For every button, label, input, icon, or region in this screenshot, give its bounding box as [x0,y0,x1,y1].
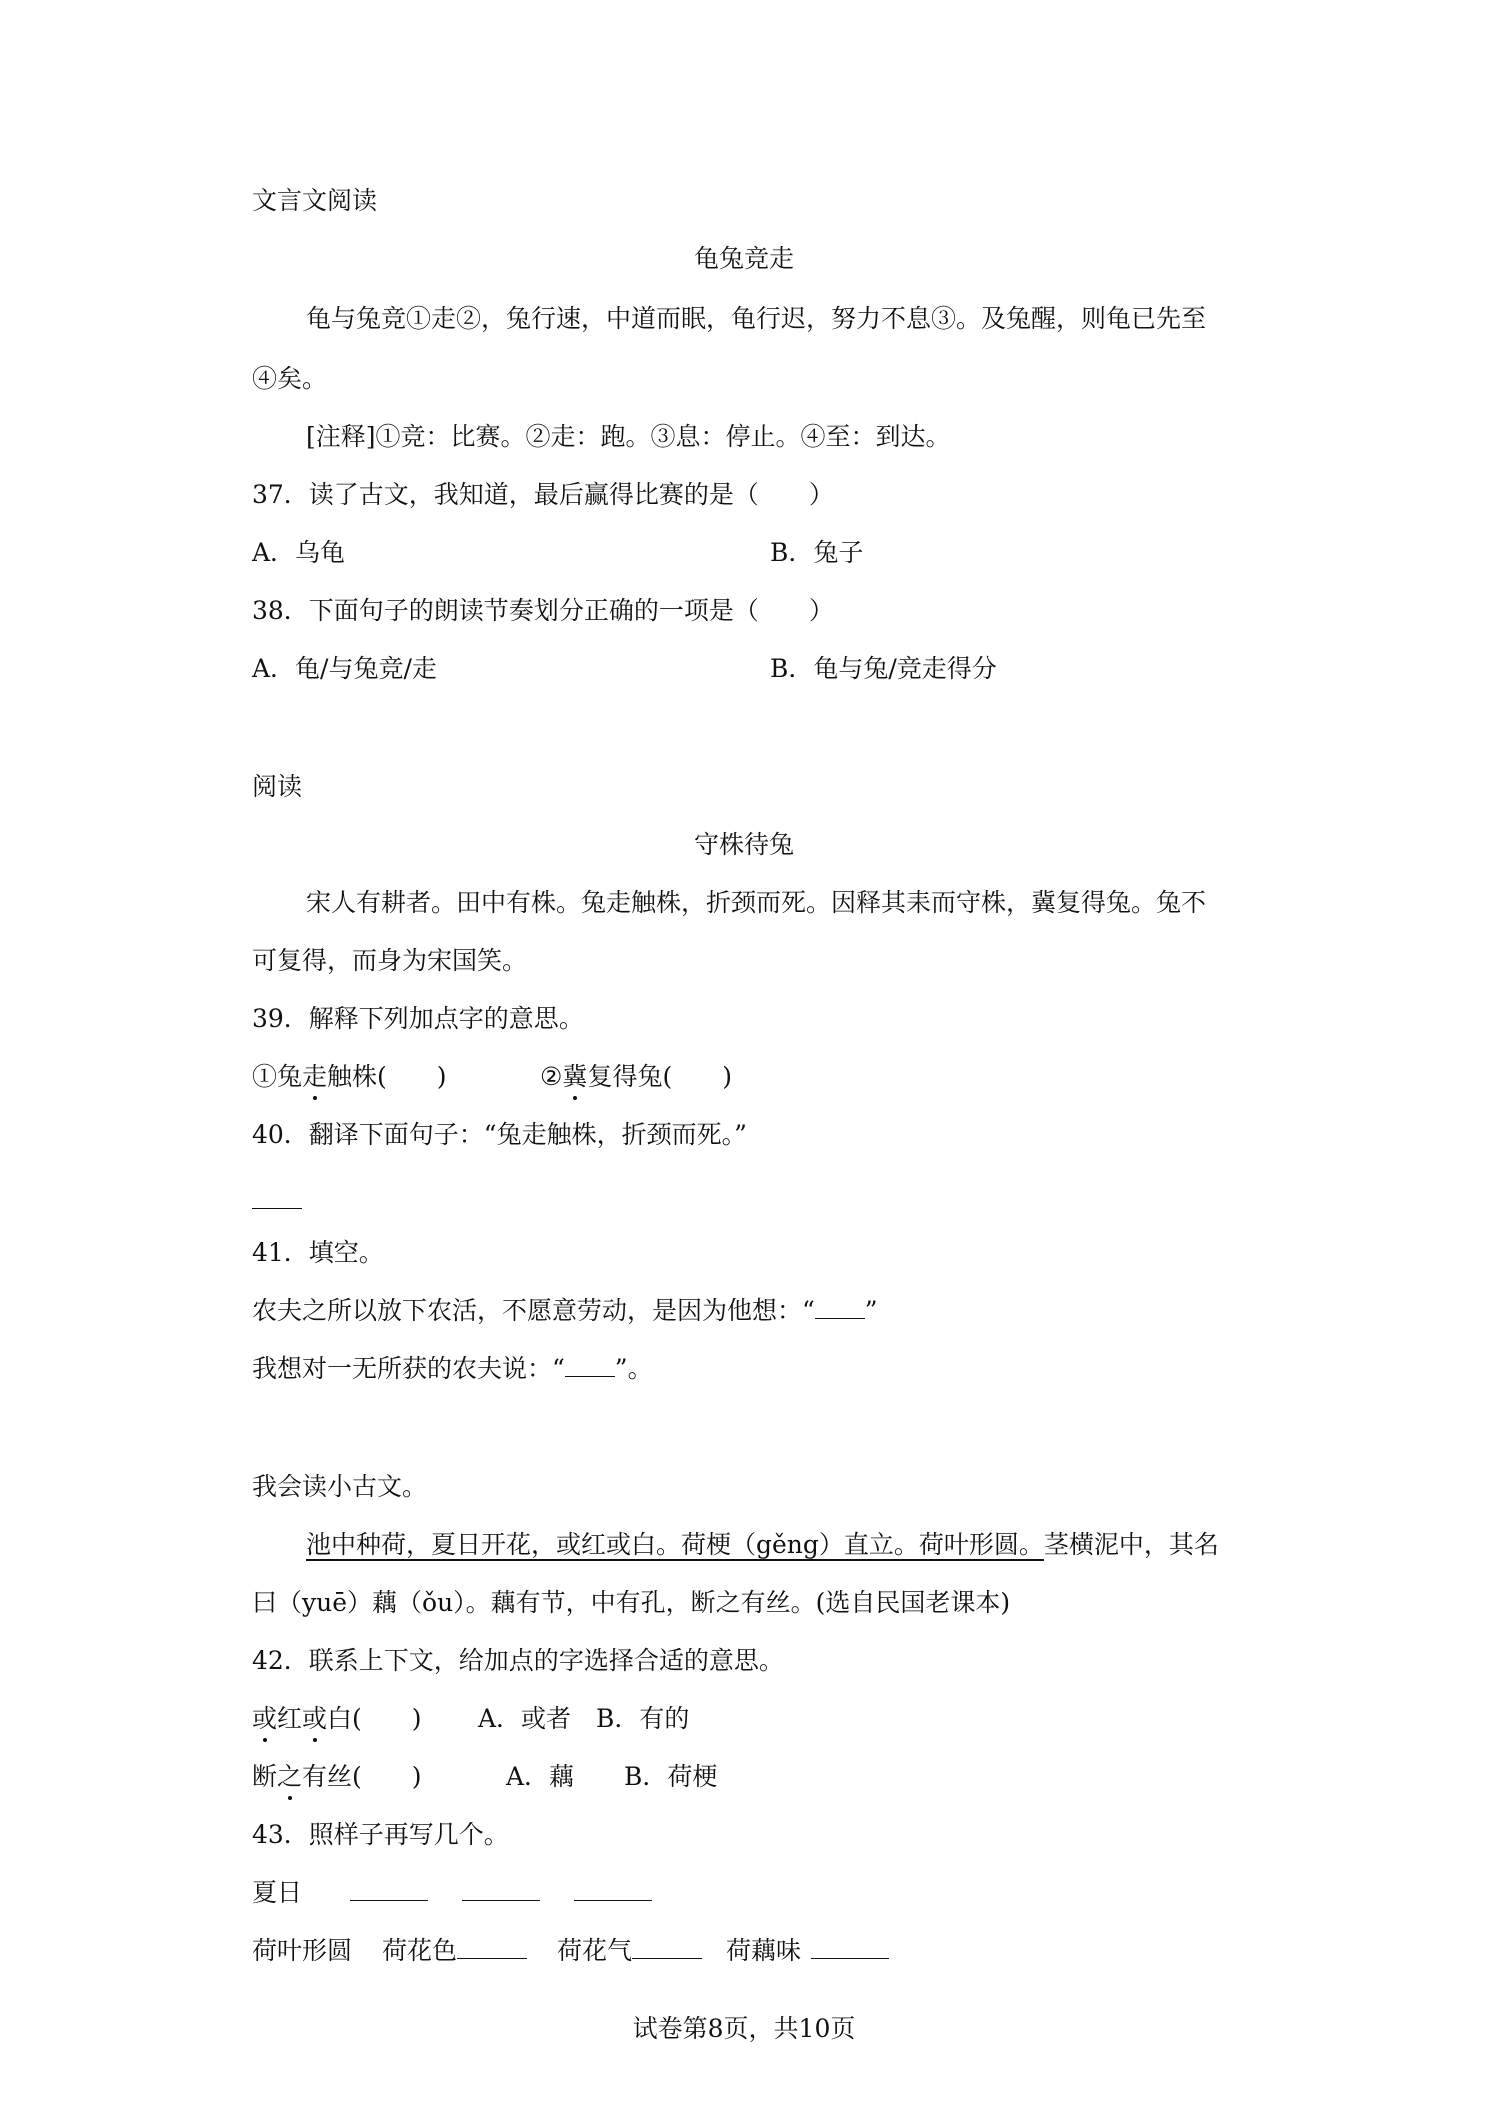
passage-text: 曰（yuē）藕（ǒu）。藕有节，中有孔，断之有丝。(选自民国老课本) [252,1588,1011,1617]
question-43-line-1: 夏日 [252,1876,652,1910]
question-39: 39．解释下列加点字的意思。 [252,1004,584,1033]
answer-blank[interactable] [574,1880,652,1901]
option-b: B．龟与兔/竞走得分 [770,654,997,683]
section-heading: 我会读小古文。 [252,1472,428,1501]
passage-title: 龟兔竞走 [693,244,794,273]
emphasis-dot-char: 或 [252,1702,277,1736]
passage-text: 宋人有耕者。田中有株。兔走触株，折颈而死。因释其耒而守株，冀复得兔。兔不 [306,888,1207,917]
question-42-item-2: 断之有丝( ) [252,1760,422,1794]
question-43-line-2: 荷叶形圆 荷花色 荷花气 荷藕味 [252,1934,889,1968]
passage-title: 守株待兔 [693,830,794,859]
emphasis-dot-char: 冀 [562,1060,587,1094]
answer-blank[interactable] [252,1188,302,1209]
section-heading: 文言文阅读 [252,186,378,215]
answer-blank[interactable] [350,1880,428,1901]
question-38: 38．下面句子的朗读节奏划分正确的一项是（ ） [252,596,834,625]
question-37: 37．读了古文，我知道，最后赢得比赛的是（ ） [252,480,834,509]
option-b: B．兔子 [770,538,864,567]
answer-blank[interactable] [457,1938,527,1959]
option-a: A．龟/与兔竞/走 [252,654,437,683]
passage-text: ④矣。 [252,364,328,393]
underlined-text: 池中种荷，夏日开花，或红或白。荷梗（gěng）直立。荷叶形圆。 [306,1530,1044,1559]
answer-blank[interactable] [811,1938,889,1959]
answer-blank[interactable] [462,1880,540,1901]
section-heading: 阅读 [252,772,303,801]
answer-blank[interactable] [815,1298,865,1319]
question-42: 42．联系上下文，给加点的字选择合适的意思。 [252,1646,784,1675]
emphasis-dot-char: 走 [302,1060,327,1094]
question-43: 43．照样子再写几个。 [252,1820,509,1849]
question-42-options-1: A．或者 B．有的 [478,1704,690,1733]
answer-blank[interactable] [632,1938,702,1959]
question-39-item-2: ②冀复得兔( ) [540,1060,732,1094]
option-a: A．乌龟 [252,538,346,567]
question-41-line-2: 我想对一无所获的农夫说：“ ”。 [252,1354,653,1383]
emphasis-dot-char: 或 [302,1702,327,1736]
question-42-item-1: 或红或白( ) [252,1702,422,1736]
passage-text: 池中种荷，夏日开花，或红或白。荷梗（gěng）直立。荷叶形圆。茎横泥中，其名 [306,1530,1219,1559]
question-42-options-2: A．藕 B．荷梗 [506,1762,718,1791]
question-41: 41．填空。 [252,1238,384,1267]
page-footer: 试卷第8页，共10页 [632,2014,856,2043]
emphasis-dot-char: 之 [277,1760,302,1794]
question-39-item-1: ①兔走触株( ) [252,1060,447,1094]
question-40: 40．翻译下面句子：“兔走触株，折颈而死。” [252,1120,747,1149]
answer-blank[interactable] [565,1356,615,1377]
passage-text: 可复得，而身为宋国笑。 [252,946,528,975]
passage-text: 龟与兔竞①走②，兔行速，中道而眠，龟行迟，努力不息③。及兔醒，则龟已先至 [306,304,1207,333]
question-41-line-1: 农夫之所以放下农活，不愿意劳动，是因为他想：“ ” [252,1296,878,1325]
annotation-note: [注释]①竞：比赛。②走：跑。③息：停止。④至：到达。 [306,422,951,451]
